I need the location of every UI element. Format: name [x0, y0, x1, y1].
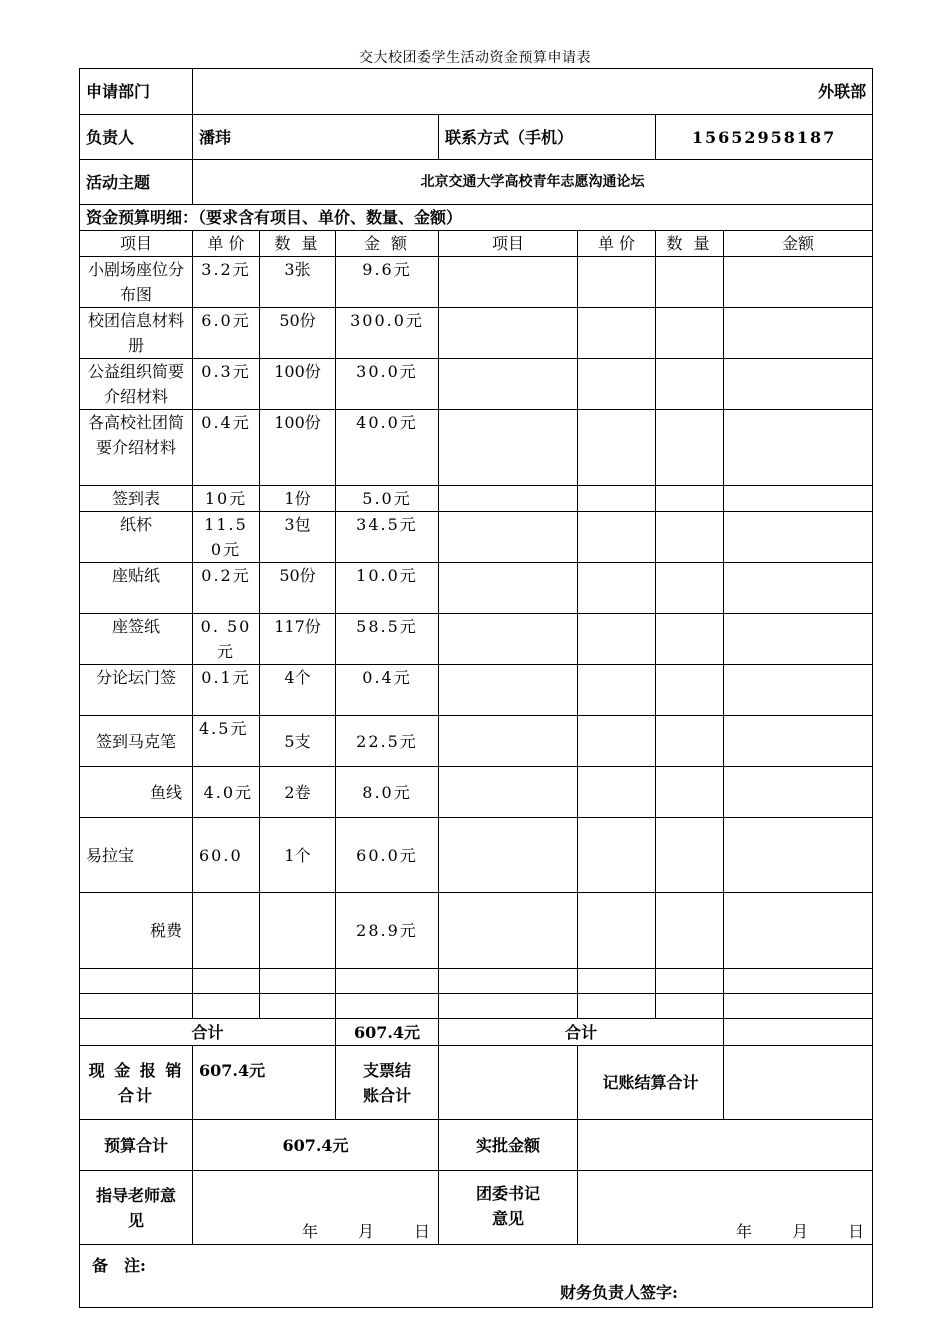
row-price[interactable]: 4.5元: [193, 716, 260, 767]
approved-label: 实批金额: [439, 1120, 578, 1171]
table-row: [80, 818, 873, 893]
secretary-date: [584, 1219, 866, 1244]
budget-total-label: 预算合计: [80, 1120, 193, 1171]
empty-cell[interactable]: [439, 994, 578, 1019]
empty-cell[interactable]: [578, 359, 656, 410]
row-amount[interactable]: 28.9元: [336, 893, 439, 969]
topic-label: 活动主题: [80, 160, 193, 205]
empty-cell[interactable]: [656, 716, 724, 767]
row-price[interactable]: 0.4元: [193, 410, 260, 486]
year-label: 年: [301, 1222, 318, 1241]
row-item[interactable]: 纸杯: [80, 512, 193, 563]
empty-cell[interactable]: [578, 893, 656, 969]
account-label: 记账结算合计: [578, 1046, 724, 1120]
empty-cell[interactable]: [193, 969, 260, 994]
empty-cell[interactable]: [656, 308, 724, 359]
row-amount[interactable]: 40.0元: [336, 410, 439, 486]
person-row: [80, 115, 873, 160]
empty-cell[interactable]: [656, 257, 724, 308]
row-amount[interactable]: 8.0元: [336, 767, 439, 818]
subtotal-value[interactable]: 607.4元: [336, 1019, 439, 1046]
check-value[interactable]: [439, 1046, 578, 1120]
empty-cell[interactable]: [724, 994, 873, 1019]
row-price[interactable]: 0.2元: [193, 563, 260, 614]
row-amount[interactable]: 22.5元: [336, 716, 439, 767]
empty-cell[interactable]: [193, 994, 260, 1019]
empty-cell[interactable]: [724, 767, 873, 818]
row-qty[interactable]: [260, 893, 336, 969]
empty-cell[interactable]: [656, 614, 724, 665]
empty-cell[interactable]: [578, 257, 656, 308]
empty-cell[interactable]: [439, 665, 578, 716]
budget-heading-row: [80, 205, 873, 231]
row-item[interactable]: 签到表: [80, 486, 193, 512]
empty-cell[interactable]: [724, 486, 873, 512]
col-item-2: 项目: [439, 231, 578, 257]
empty-cell[interactable]: [439, 818, 578, 893]
empty-cell[interactable]: [80, 994, 193, 1019]
subtotal-row: [80, 1019, 873, 1046]
row-price[interactable]: 6.0元: [193, 308, 260, 359]
empty-cell[interactable]: [336, 994, 439, 1019]
empty-cell[interactable]: [724, 969, 873, 994]
table-row: [80, 512, 873, 563]
row-amount[interactable]: 58.5元: [336, 614, 439, 665]
empty-cell[interactable]: [439, 716, 578, 767]
empty-cell[interactable]: [656, 969, 724, 994]
row-item[interactable]: 签到马克笔: [80, 716, 193, 767]
secretary-label: 团委书记意见: [439, 1171, 578, 1245]
row-qty[interactable]: 117份: [260, 614, 336, 665]
approved-value[interactable]: [578, 1120, 873, 1171]
row-amount[interactable]: 10.0元: [336, 563, 439, 614]
year-label: 年: [736, 1222, 753, 1241]
signature-label: 财务负责人签字:: [560, 1283, 678, 1302]
row-amount[interactable]: 60.0元: [336, 818, 439, 893]
account-value[interactable]: [724, 1046, 873, 1120]
empty-cell[interactable]: [439, 410, 578, 486]
row-amount[interactable]: 5.0元: [336, 486, 439, 512]
empty-cell[interactable]: [724, 893, 873, 969]
row-item[interactable]: 校团信息材料册: [80, 308, 193, 359]
col-qty-2: 数 量: [656, 231, 724, 257]
empty-cell[interactable]: [724, 512, 873, 563]
col-qty: 数 量: [260, 231, 336, 257]
topic-value[interactable]: 北京交通大学高校青年志愿沟通论坛: [193, 160, 873, 205]
empty-cell[interactable]: [656, 994, 724, 1019]
empty-cell[interactable]: [578, 410, 656, 486]
row-amount[interactable]: 9.6元: [336, 257, 439, 308]
row-amount[interactable]: 30.0元: [336, 359, 439, 410]
cash-label: 现 金 报 销 合计: [80, 1046, 193, 1120]
row-qty[interactable]: 1个: [260, 818, 336, 893]
settlement-row: [80, 1046, 873, 1120]
empty-cell[interactable]: [260, 969, 336, 994]
table-row: [80, 969, 873, 994]
empty-cell[interactable]: [724, 563, 873, 614]
advisor-label: 指导老师意见: [80, 1171, 193, 1245]
empty-cell[interactable]: [578, 512, 656, 563]
col-item: 项目: [80, 231, 193, 257]
check-label: 支票结账合计: [336, 1046, 439, 1120]
cash-value[interactable]: 607.4元: [193, 1046, 336, 1120]
row-qty[interactable]: 50份: [260, 563, 336, 614]
dept-label: 申请部门: [80, 69, 193, 115]
row-amount[interactable]: 0.4元: [336, 665, 439, 716]
row-item[interactable]: 小剧场座位分布图: [80, 257, 193, 308]
column-header-row: [80, 231, 873, 257]
empty-cell[interactable]: [724, 614, 873, 665]
col-price-2: 单 价: [578, 231, 656, 257]
person-value[interactable]: 潘玮: [193, 115, 439, 160]
empty-cell[interactable]: [439, 486, 578, 512]
row-price[interactable]: 10元: [193, 486, 260, 512]
empty-cell[interactable]: [656, 818, 724, 893]
empty-cell[interactable]: [578, 563, 656, 614]
row-item[interactable]: 分论坛门签: [80, 665, 193, 716]
subtotal-label-2: 合计: [439, 1019, 724, 1046]
empty-cell[interactable]: [578, 716, 656, 767]
row-item[interactable]: 座贴纸: [80, 563, 193, 614]
table-row: [80, 308, 873, 359]
table-row: [80, 410, 873, 486]
empty-cell[interactable]: [724, 818, 873, 893]
person-label: 负责人: [80, 115, 193, 160]
empty-cell[interactable]: [656, 486, 724, 512]
opinions-row: [80, 1171, 873, 1245]
empty-cell[interactable]: [336, 969, 439, 994]
empty-cell[interactable]: [724, 665, 873, 716]
empty-cell[interactable]: [80, 969, 193, 994]
table-row: [80, 614, 873, 665]
document-title: 交大校团委学生活动资金预算申请表: [359, 50, 591, 66]
row-price[interactable]: 0.3元: [193, 359, 260, 410]
day-label: 日: [848, 1222, 865, 1241]
dept-row: [80, 69, 873, 115]
note-label: 备 注:: [92, 1256, 146, 1275]
budget-form: [79, 68, 873, 1308]
empty-cell[interactable]: [578, 818, 656, 893]
empty-cell[interactable]: [578, 665, 656, 716]
empty-cell[interactable]: [656, 410, 724, 486]
secretary-opinion[interactable]: [578, 1171, 873, 1245]
row-amount[interactable]: 300.0元: [336, 308, 439, 359]
empty-cell[interactable]: [439, 563, 578, 614]
empty-cell[interactable]: [439, 308, 578, 359]
empty-cell[interactable]: [724, 716, 873, 767]
contact-value[interactable]: 15652958187: [656, 115, 873, 160]
row-price[interactable]: [193, 893, 260, 969]
budget-heading: 资金预算明细：（要求含有项目、单价、数量、金额）: [80, 205, 873, 231]
table-row: [80, 716, 873, 767]
table-row: [80, 359, 873, 410]
empty-cell[interactable]: [724, 257, 873, 308]
row-price[interactable]: 4.0元: [193, 767, 260, 818]
table-row: [80, 486, 873, 512]
row-qty[interactable]: 4个: [260, 665, 336, 716]
row-item[interactable]: 座签纸: [80, 614, 193, 665]
row-item[interactable]: 各高校社团简要介绍材料: [80, 410, 193, 486]
empty-cell[interactable]: [578, 969, 656, 994]
row-qty[interactable]: 2卷: [260, 767, 336, 818]
notes-cell[interactable]: [80, 1245, 873, 1308]
month-label: 月: [792, 1222, 809, 1241]
empty-cell[interactable]: [439, 257, 578, 308]
empty-cell[interactable]: [439, 893, 578, 969]
empty-cell[interactable]: [656, 563, 724, 614]
notes-row: [80, 1245, 873, 1308]
empty-cell[interactable]: [439, 614, 578, 665]
row-price[interactable]: 0. 50元: [193, 614, 260, 665]
table-row: [80, 257, 873, 308]
row-qty[interactable]: 3张: [260, 257, 336, 308]
empty-cell[interactable]: [578, 767, 656, 818]
row-amount[interactable]: 34.5元: [336, 512, 439, 563]
empty-cell[interactable]: [439, 512, 578, 563]
empty-cell[interactable]: [724, 410, 873, 486]
empty-cell[interactable]: [656, 893, 724, 969]
day-label: 日: [413, 1222, 430, 1241]
table-row: [80, 563, 873, 614]
row-item[interactable]: 税费: [80, 893, 193, 969]
empty-cell[interactable]: [578, 614, 656, 665]
row-item[interactable]: 公益组织简要介绍材料: [80, 359, 193, 410]
row-qty[interactable]: 100份: [260, 359, 336, 410]
subtotal-value-2[interactable]: [724, 1019, 873, 1046]
col-amount: 金 额: [336, 231, 439, 257]
empty-cell[interactable]: [578, 994, 656, 1019]
table-row: [80, 665, 873, 716]
empty-cell[interactable]: [260, 994, 336, 1019]
empty-cell[interactable]: [656, 512, 724, 563]
table-row: [80, 767, 873, 818]
budget-total-value[interactable]: 607.4元: [193, 1120, 439, 1171]
row-item[interactable]: 易拉宝: [80, 818, 193, 893]
topic-row: [80, 160, 873, 205]
row-qty[interactable]: 100份: [260, 410, 336, 486]
col-price: 单 价: [193, 231, 260, 257]
dept-value[interactable]: 外联部: [193, 69, 873, 115]
empty-cell[interactable]: [439, 969, 578, 994]
row-price[interactable]: 0.1元: [193, 665, 260, 716]
row-item[interactable]: 鱼线: [80, 767, 193, 818]
empty-cell[interactable]: [578, 486, 656, 512]
budget-total-row: [80, 1120, 873, 1171]
table-row: [80, 893, 873, 969]
row-qty[interactable]: 50份: [260, 308, 336, 359]
empty-cell[interactable]: [656, 359, 724, 410]
advisor-opinion[interactable]: [193, 1171, 439, 1245]
empty-cell[interactable]: [439, 767, 578, 818]
empty-cell[interactable]: [656, 665, 724, 716]
advisor-date: [199, 1219, 432, 1244]
row-price[interactable]: 11.50元: [193, 512, 260, 563]
row-price[interactable]: 60.0: [193, 818, 260, 893]
empty-cell[interactable]: [724, 308, 873, 359]
row-qty[interactable]: 5支: [260, 716, 336, 767]
row-qty[interactable]: 1份: [260, 486, 336, 512]
row-qty[interactable]: 3包: [260, 512, 336, 563]
empty-cell[interactable]: [578, 308, 656, 359]
empty-cell[interactable]: [656, 767, 724, 818]
row-price[interactable]: 3.2元: [193, 257, 260, 308]
table-row: [80, 994, 873, 1019]
empty-cell[interactable]: [724, 359, 873, 410]
subtotal-label: 合计: [80, 1019, 336, 1046]
col-amount-2: 金额: [724, 231, 873, 257]
contact-label: 联系方式（手机）: [439, 115, 656, 160]
empty-cell[interactable]: [439, 359, 578, 410]
month-label: 月: [357, 1222, 374, 1241]
